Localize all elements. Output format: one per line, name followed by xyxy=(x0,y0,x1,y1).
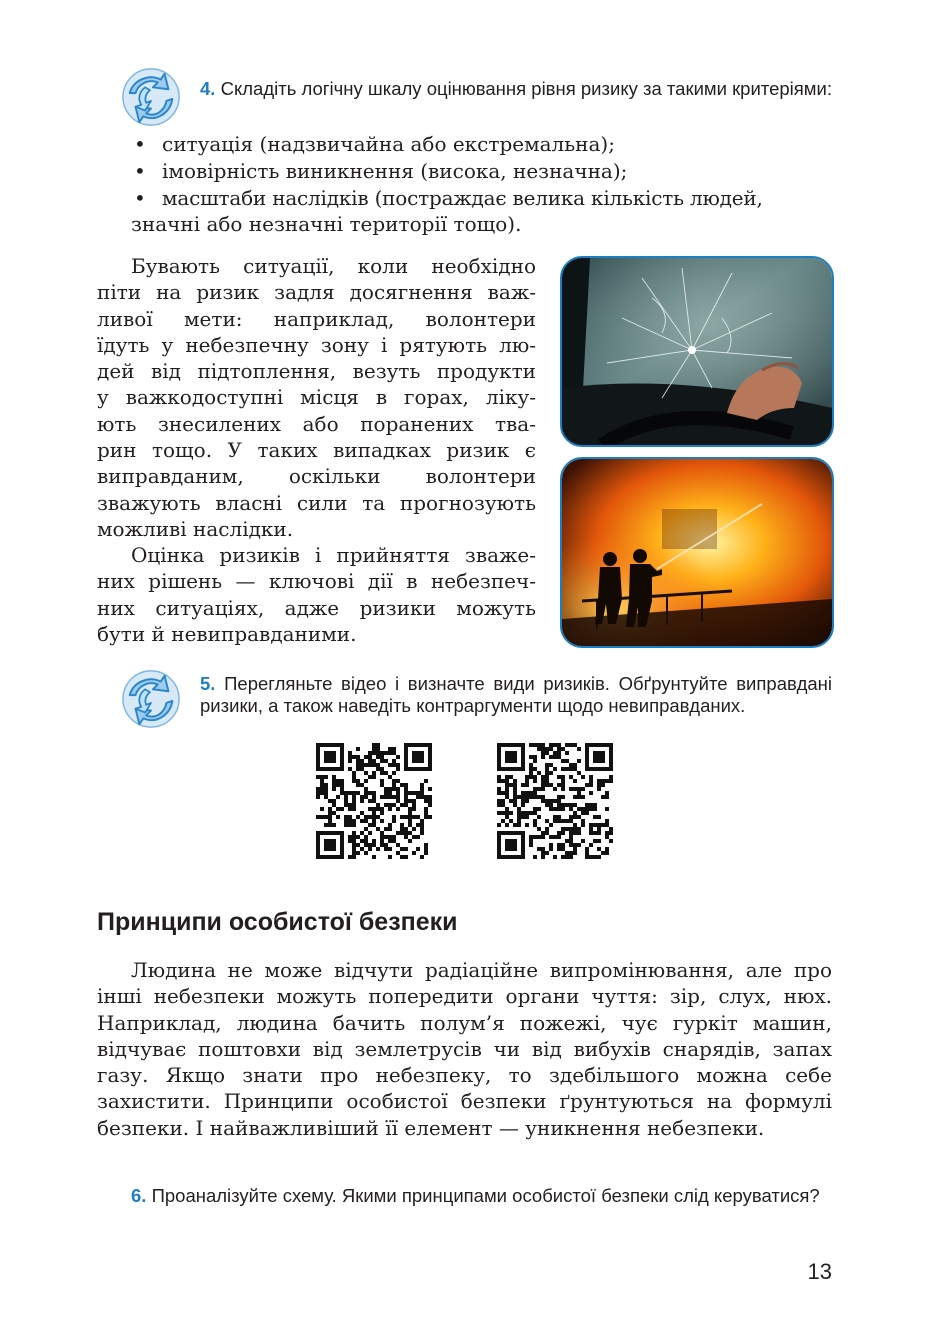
qr-code-video-2[interactable] xyxy=(497,743,613,859)
windshield-image xyxy=(562,258,832,445)
bullet-item: • імовірність виникнення (висока, незначна); xyxy=(134,159,628,183)
firefighters-image xyxy=(562,459,832,646)
paragraph-personal-safety: Людина не може відчути радіаційне випромінювання, але про інші небезпеки можуть попередити органи чуття: зір, слух, нюх. Наприклад, людина бачить полум’я пожежі, чує гуркіт машин, відчуває поштовхи від землетрусів чи від вибухів снарядів, запах газу. Якщо знати про небезпеку, то здебільшого можна себе захистити. Принципи особистої безпеки ґрунтуються на формулі безпеки. І найважливіший її елемент — уникнення небезпеки. xyxy=(97,958,832,1140)
bullet-item: • ситуація (надзвичайна або екстремальна); xyxy=(134,132,615,156)
task-5-text: Перегляньте відео і визначте види ризиків. Обґрунтуйте виправдані ризики, а також наведіть контраргументи щодо невиправданих. xyxy=(200,673,833,716)
task-6 xyxy=(131,1185,832,1207)
bullet-item: • масштаби наслідків (постраждає велика кількість людей, xyxy=(134,186,763,210)
photo-cracked-windshield xyxy=(560,256,834,447)
paragraph-volunteers: Бувають ситуації, коли необхідно піти на ризик задля досягнення важ- ливої мети: наприклад, волонтери їдуть у небезпечну зону і рятують лю- дей від підтоплення, везуть продукти у важкодоступні місця в горах, ліку- ють знесилених або поранених тва- рин тощо. У таких випадках ризик є виправданим, оскільки волонтери зважують власні сили та прогнозують можливі наслідки. xyxy=(97,254,536,541)
bullet-continuation: значні або незначні території тощо). xyxy=(131,212,522,236)
qr-code-video-1[interactable] xyxy=(316,743,432,859)
task-4-text: Складіть логічну шкалу оцінювання рівня ризику за такими критеріями: xyxy=(220,78,832,99)
page-number: 13 xyxy=(807,1259,832,1284)
task-5 xyxy=(200,673,832,717)
section-heading: Принципи особистої безпеки xyxy=(97,908,458,936)
task-4 xyxy=(200,78,832,100)
photo-firefighters xyxy=(560,457,834,648)
task-4-number: 4. xyxy=(200,78,216,99)
task-6-number: 6. xyxy=(131,1185,147,1206)
paragraph-risk-assessment: Оцінка ризиків і прийняття зваже- них рішень — ключові дії в небезпеч- них ситуаціях, адже ризики можуть бути й невиправданими. xyxy=(97,543,536,646)
task-6-text: Проаналізуйте схему. Якими принципами особистої безпеки слід керуватися? xyxy=(151,1185,820,1206)
task-5-number: 5. xyxy=(200,673,216,694)
recycle-arrows-icon xyxy=(120,668,182,730)
recycle-arrows-icon xyxy=(120,66,182,128)
